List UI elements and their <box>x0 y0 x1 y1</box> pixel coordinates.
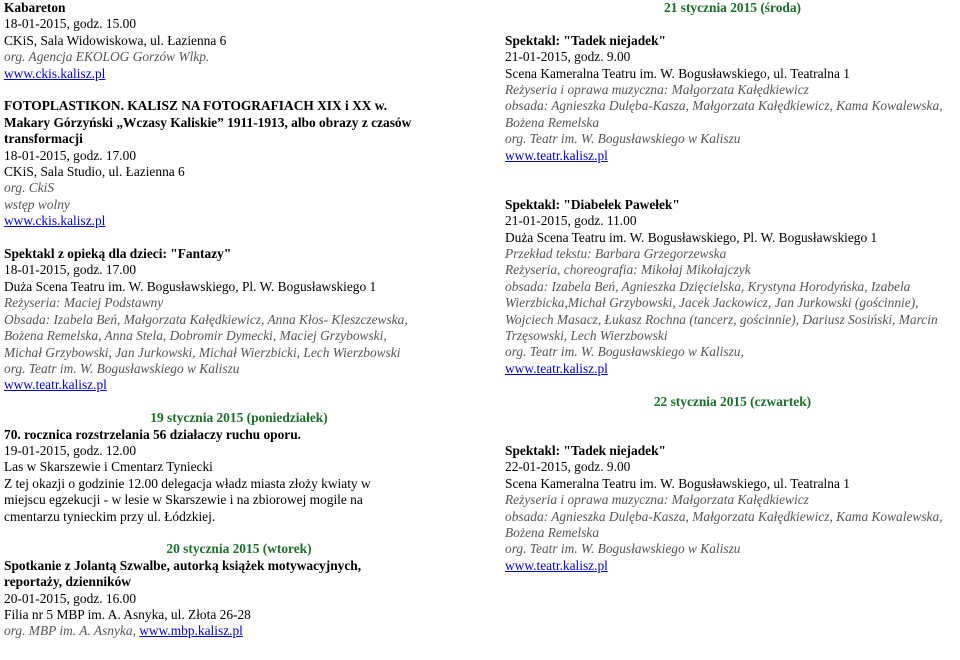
event-link[interactable]: www.ckis.kalisz.pl <box>4 65 106 81</box>
day-heading-21: 21 stycznia 2015 (środa) <box>664 0 801 15</box>
event-title: Spektakl: "Tadek niejadek" <box>505 442 666 458</box>
event-title: Spektakl: "Tadek niejadek" <box>505 32 666 48</box>
event-organizer: org. Teatr im. W. Bogusławskiego w Kaliszu, <box>505 344 744 360</box>
event-title: Spektakl z opieką dla dzieci: "Fantazy" <box>4 246 232 262</box>
event-date: 20-01-2015, godz. 16.00 <box>4 590 137 606</box>
event-link[interactable]: www.mbp.kalisz.pl <box>139 623 243 639</box>
day-heading-20: 20 stycznia 2015 (wtorek) <box>166 541 312 557</box>
event-title-line2: Makary Górzyński „Wczasy Kaliskie” 1911-1913, albo obrazy z czasów <box>4 114 412 130</box>
event-organizer: org. MBP im. A. Asnyka, <box>4 623 140 639</box>
event-date: 21-01-2015, godz. 11.00 <box>505 213 637 229</box>
event-title: Spotkanie z Jolantą Szwalbe, autorką książek motywacyjnych, <box>4 557 362 573</box>
event-place: CKiS, Sala Studio, ul. Łazienna 6 <box>4 164 185 180</box>
event-organizer: org. Agencja EKOLOG Gorzów Wlkp. <box>4 49 210 65</box>
event-fotoplastikon <box>4 98 474 229</box>
event-description: Z tej okazji o godzinie 12.00 delegacja władz miasta złoży kwiaty w <box>4 475 371 491</box>
event-description-line3: cmentarzu tynieckim przy ul. Łódzkiej. <box>4 508 216 524</box>
event-fantazy <box>4 246 474 394</box>
event-cast: obsada: Agnieszka Dulęba-Kasza, Małgorzata Kałędkiewicz, Kama Kowalewska, <box>505 508 943 524</box>
event-place: Duża Scena Teatru im. W. Bogusławskiego, Pl. W. Bogusławskiego 1 <box>505 229 878 245</box>
event-cast: obsada: Agnieszka Dulęba-Kasza, Małgorzata Kałędkiewicz, Kama Kowalewska, <box>505 98 943 114</box>
event-place: Scena Kameralna Teatru im. W. Bogusławskiego, ul. Teatralna 1 <box>505 475 850 491</box>
event-diabelek-pawelek <box>505 197 960 377</box>
event-direction: Reżyseria, choreografia: Mikołaj Mikołajczyk <box>505 262 751 278</box>
event-cast: obsada: Izabela Beń, Agnieszka Dzięcielska, Krystyna Horodyńska, Izabela <box>505 278 911 294</box>
event-direction: Reżyseria: Maciej Podstawny <box>4 295 164 311</box>
event-spotkanie <box>4 558 474 640</box>
event-link[interactable]: www.teatr.kalisz.pl <box>4 377 107 393</box>
event-date: 18-01-2015, godz. 17.00 <box>4 262 137 278</box>
event-cast-line3: Wojciech Masacz, Łukasz Rochna (tancerz, gościnnie), Dariusz Sosiński, Marcin <box>505 311 938 327</box>
event-title-line3: transformacji <box>4 131 83 147</box>
event-cast-line2: Wierzbicka,Michał Grzybowski, Jacek Jackowicz, Jan Jurkowski (gościnnie), <box>505 295 919 311</box>
left-column <box>4 0 474 640</box>
right-column <box>505 0 960 574</box>
day-heading-22: 22 stycznia 2015 (czwartek) <box>653 393 812 409</box>
event-place: CKiS, Sala Widowiskowa, ul. Łazienna 6 <box>4 32 227 48</box>
event-place: Filia nr 5 MBP im. A. Asnyka, ul. Złota 26-28 <box>4 606 251 622</box>
event-cast: Obsada: Izabela Beń, Małgorzata Kałędkiewicz, Anna Kłos- Kleszczewska, <box>4 311 408 327</box>
event-kabareton <box>4 0 474 82</box>
event-cast-line2: Bożena Remelska <box>505 114 600 130</box>
event-entry-note: wstęp wolny <box>4 196 70 212</box>
event-date: 19-01-2015, godz. 12.00 <box>4 442 137 458</box>
event-description-line2: miejscu egzekucji - w lesie w Skarszewie i na zbiorowej mogile na <box>4 492 363 508</box>
event-tadek-niejadek-21 <box>505 33 960 164</box>
event-organizer: org. CkiS <box>4 180 55 196</box>
event-cast-line2: Bożena Remelska <box>505 524 600 540</box>
event-place: Duża Scena Teatru im. W. Bogusławskiego, Pl. W. Bogusławskiego 1 <box>4 278 377 294</box>
event-organizer: org. Teatr im. W. Bogusławskiego w Kaliszu <box>505 541 741 557</box>
event-tadek-niejadek-22 <box>505 443 960 574</box>
event-translation: Przekład tekstu: Barbara Grzegorzewska <box>505 246 727 262</box>
event-date: 18-01-2015, godz. 17.00 <box>4 147 137 163</box>
event-organizer: org. Teatr im. W. Bogusławskiego w Kaliszu <box>505 131 741 147</box>
event-place: Las w Skarszewie i Cmentarz Tyniecki <box>4 459 213 475</box>
day-heading-19: 19 stycznia 2015 (poniedziałek) <box>150 410 328 426</box>
event-date: 22-01-2015, godz. 9.00 <box>505 459 631 475</box>
event-organizer: org. Teatr im. W. Bogusławskiego w Kaliszu <box>4 360 240 376</box>
event-date: 21-01-2015, godz. 9.00 <box>505 49 631 65</box>
event-link[interactable]: www.teatr.kalisz.pl <box>505 360 608 376</box>
event-link[interactable]: www.teatr.kalisz.pl <box>505 557 608 573</box>
event-place: Scena Kameralna Teatru im. W. Bogusławskiego, ul. Teatralna 1 <box>505 65 850 81</box>
event-title: Spektakl: "Diabełek Pawełek" <box>505 196 680 212</box>
event-direction: Reżyseria i oprawa muzyczna: Małgorzata Kałędkiewicz <box>505 492 809 508</box>
event-link[interactable]: www.ckis.kalisz.pl <box>4 213 106 229</box>
event-title: 70. rocznica rozstrzelania 56 działaczy ruchu oporu. <box>4 426 302 442</box>
event-cast-line2: Bożena Remelska, Anna Stela, Dobromir Dymecki, Maciej Grzybowski, <box>4 328 387 344</box>
event-cast-line3: Michał Grzybowski, Jan Jurkowski, Michał Wierzbicki, Lech Wierzbowski <box>4 344 401 360</box>
event-cast-line4: Trzęsowski, Lech Wierzbowski <box>505 328 668 344</box>
event-title-line2: reportaży, dzienników <box>4 574 131 590</box>
event-title: Kabareton <box>4 0 66 15</box>
event-title: FOTOPLASTIKON. KALISZ NA FOTOGRAFIACH XIX i XX w. <box>4 98 388 114</box>
event-link[interactable]: www.teatr.kalisz.pl <box>505 147 608 163</box>
event-rocznica <box>4 427 474 525</box>
event-direction: Reżyseria i oprawa muzyczna: Małgorzata Kałędkiewicz <box>505 82 809 98</box>
event-date: 18-01-2015, godz. 15.00 <box>4 16 137 32</box>
